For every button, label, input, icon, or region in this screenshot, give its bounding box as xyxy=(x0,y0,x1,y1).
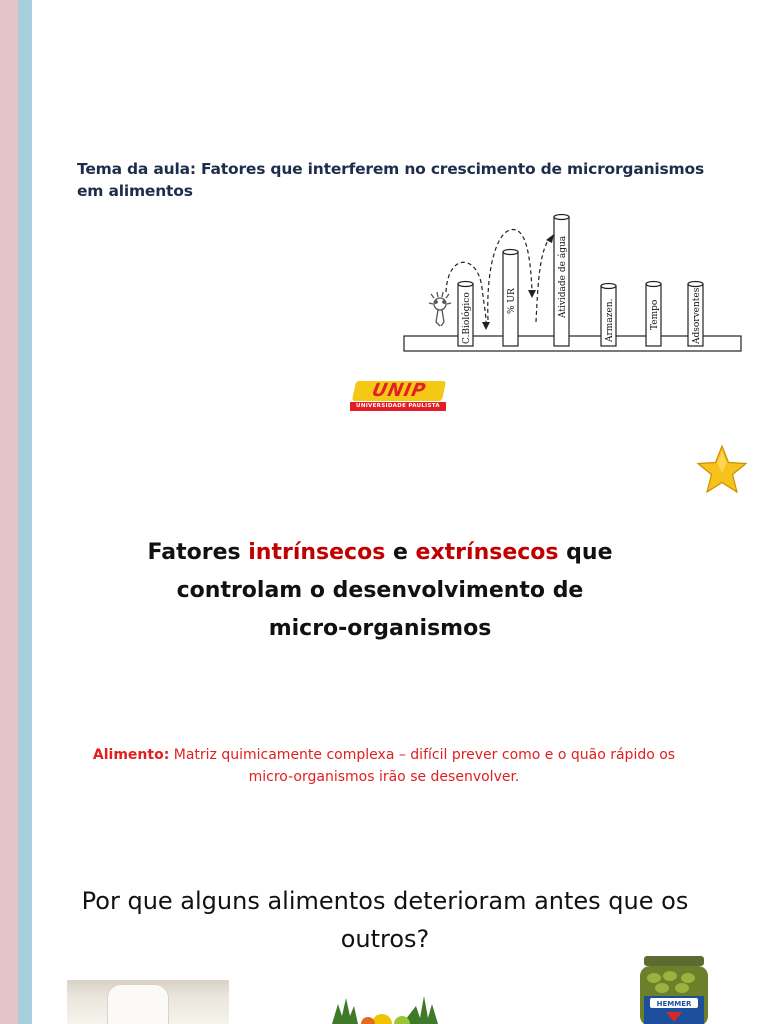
fruits-photo xyxy=(322,990,442,1024)
jar-label-text: HEMMER xyxy=(656,1000,692,1008)
factor-label-ur: % UR xyxy=(507,288,517,314)
left-blue-stripe xyxy=(18,0,32,1024)
headline-extrinsic: extrínsecos xyxy=(415,540,559,565)
milk-glass-photo xyxy=(67,980,229,1024)
factor-label-tempo: Tempo xyxy=(650,299,660,330)
unip-logo-text: UNIP xyxy=(352,381,446,401)
factor-label-biologico: C.Biológico xyxy=(462,292,472,344)
unip-logo xyxy=(348,381,448,413)
headline xyxy=(140,534,620,648)
cylinder-biologico-top xyxy=(458,282,473,287)
headline-intrinsic: intrínsecos xyxy=(248,540,386,565)
factor-label-adsorventes: Adsorventes xyxy=(692,287,702,344)
cylinder-armazen-top xyxy=(601,284,616,289)
headline-part1: Fatores xyxy=(147,540,249,565)
headline-rest: que controlam o desenvolvimento de micro-organismos xyxy=(176,540,613,641)
microorganism-icon xyxy=(429,292,451,326)
unip-logo-subtitle: UNIVERSIDADE PAULISTA xyxy=(350,402,446,411)
cylinder-atividade-top xyxy=(554,215,569,220)
left-pink-stripe xyxy=(0,0,18,1024)
question: Por que alguns alimentos deterioram antes que os outros? xyxy=(81,887,689,953)
factor-label-atividade: Atividade de água xyxy=(558,235,568,318)
star-icon xyxy=(695,443,749,497)
factor-label-armazen: Armazen. xyxy=(605,298,615,342)
food-note-label: Alimento: xyxy=(92,747,170,763)
headline-part2: e xyxy=(385,540,416,565)
pickle-jar-photo xyxy=(636,952,712,1024)
food-note-text: Matriz quimicamente complexa – difícil prever como e o quão rápido os micro-organismos irão se desenvolver. xyxy=(169,747,676,785)
milk-glass xyxy=(107,984,169,1024)
cylinder-adsorventes-top xyxy=(688,282,703,287)
factors-diagram xyxy=(400,210,745,356)
food-note xyxy=(84,744,684,788)
cylinder-tempo-top xyxy=(646,282,661,287)
lesson-title: Tema da aula: Fatores que interferem no crescimento de microrganismos em alimentos xyxy=(77,160,704,200)
cylinder-ur-top xyxy=(503,250,518,255)
